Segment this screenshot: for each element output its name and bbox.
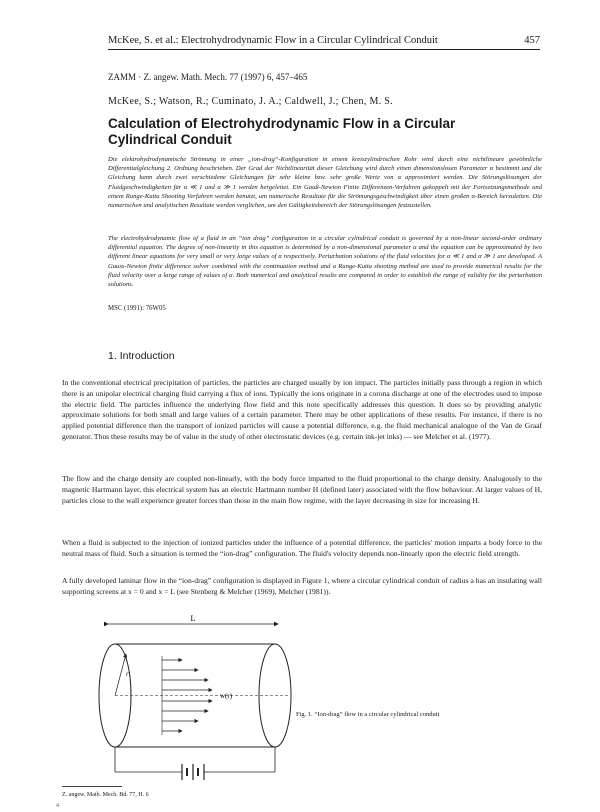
running-head — [108, 35, 540, 50]
figure-1 — [90, 612, 305, 782]
page-mark: 4 — [56, 803, 59, 809]
section-heading — [108, 350, 175, 362]
page-number: 457 — [524, 35, 540, 46]
msc-classification: MSC (1991): 76W05 — [108, 305, 166, 312]
intro-paragraph-4: A fully developed laminar flow in the “ion-drag” configuration is displayed in Figure 1, where a circular cylindrical conduit of radius a has an insulating wall supporting screens at x = 0 and x = L (see Stenberg & Melcher (1969), Melcher (1981)). — [62, 576, 542, 596]
abstract-german: Die elektrohydrodynamische Strömung in einer „ion-drag“-Konfiguration in einem kreiszylindrischen Rohr wird durch eine nichtlineare gewöhnliche Differentialgleichung 2. Ordnung beschrieben. Der Grad der Nichtlinearität dieser Gleichung wird durch einen dimensionslosen Parameter α bestimmt und die Gleichung kann durch zwei verschiedene Gleichungen für sehr kleine bzw. sehr große Werte von α approximiert werden. Die Störungslösungen der Fluidgeschwindigkeiten für α ≪ 1 und α ≫ 1 werden hergeleitet. Ein Gauß-Newton Finite Differenzen-Verfahren gekoppelt mit der Fortsetzungsmethode und einem Runge-Kutta Shooting Verfahren werden benutzt, um numerische Resultate für die Strömungsgeschwindigkeit über einen großen α-Bereich herzuleiten. Die numerischen und analytischen Resultate werden verglichen, um den Gültigkeitsbereich der Störungslösungen festzustellen. — [108, 156, 542, 210]
section-title: Introduction — [119, 350, 175, 362]
velocity-label: w(r) — [220, 692, 233, 700]
intro-paragraph-1: In the conventional electrical precipitation of particles, the particles are charged usually by ion impact. The particles initially pass through a region in which there is an unipolar electrical charging fluid carrying a flux of ions. Typically the ions originate in a corona discharge at one of the electrodes used to impose the electric field. The particles influence the underlying flow field and this note specifically addresses this question. It does so by providing analytic approximate solutions for both small and large values of a certain parameter. There may be other applications of these results. For instance, if there is no applied potential difference then the transport of ionized particles will cause a potential difference, e.g. the fluid mechanical analogue of the Van de Graaf generator. Thus these results may be of value in the study of other electrostatic devices (e.g. certain ink-jet inks) — see Melcher et al. (1977). — [62, 378, 542, 441]
journal-citation: ZAMM · Z. angew. Math. Mech. 77 (1997) 6, 457–465 — [108, 72, 308, 82]
radius-label: r — [126, 670, 129, 678]
footnote: Z. angew. Math. Mech. Bd. 77, H. 6 — [62, 792, 149, 798]
intro-paragraph-3: When a fluid is subjected to the injection of ionized particles under the influence of a potential difference, the particles' motion imparts a body force to the neutral mass of fluid. Such a situation is termed the “ion-drag” configuration. The fluid's velocity depends non-linearly upon the electric field strength. — [62, 538, 542, 558]
section-number: 1. — [108, 350, 117, 362]
paper-title: Calculation of Electrohydrodynamic Flow in a Circular Cylindrical Conduit — [108, 116, 456, 147]
radius-arrow — [115, 654, 126, 696]
footnote-rule — [62, 786, 122, 787]
battery-icon — [182, 764, 204, 780]
author-list: McKee, S.; Watson, R.; Cuminato, J. A.; Caldwell, J.; Chen, M. S. — [108, 96, 393, 107]
abstract-english: The electrohydrodynamic flow of a fluid in an “ion drag” configuration in a circular cylindrical conduit is governed by a non-linear second-order ordinary differential equation. The degree of non-linearity in this equation is determined by a non-dimensional parameter α and the equation can be approximated by two different linear equations for very small or very large values of α respectively. Perturbation solutions of the fluid velocities for α ≪ 1 and α ≫ 1 are developed. A Gauss-Newton finite difference solver combined with the continuation method and a Runge-Kutta shooting method are used to provide numerical results for the fluid velocity over a large range of values of α. Both numerical and analytical results are compared in order to establish the range of validity for the perturbation solutions. — [108, 235, 542, 289]
running-head-title: McKee, S. et al.: Electrohydrodynamic Flow in a Circular Cylindrical Conduit — [108, 35, 438, 46]
conduit-diagram — [90, 612, 305, 782]
intro-paragraph-2: The flow and the charge density are coupled non-linearly, with the body force imparted to the fluid proportional to the charge density. Analogously to the magnetic Hartmann layer, this electrical system has an electric Hartmann number H (defined later) associated with the flow behaviour. At larger values of H, particles close to the wall experience greater forces than those in the main flow regime, with the layer decreasing in size for increasing H. — [62, 474, 542, 505]
length-label: L — [190, 614, 196, 623]
figure-caption: Fig. 1. “Ion-drag” flow in a circular cylindrical conduit — [296, 711, 440, 718]
